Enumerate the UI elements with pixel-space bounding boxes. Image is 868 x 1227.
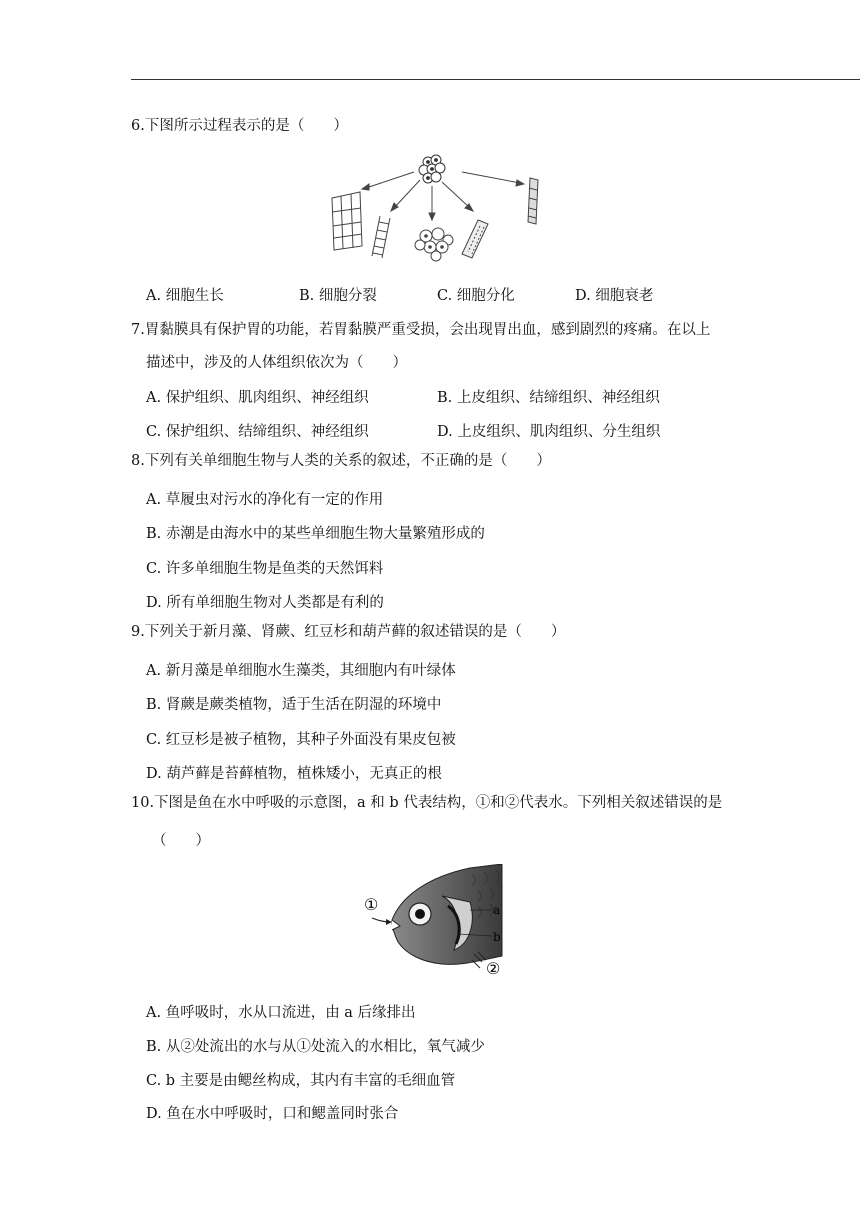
q8-option-b: B. 赤潮是由海水中的某些单细胞生物大量繁殖形成的 [146, 526, 485, 542]
label-in: ① [364, 895, 379, 914]
plant-tissue [332, 192, 362, 250]
arrows [362, 172, 524, 220]
label-out: ② [486, 959, 501, 978]
vessel-ladder [372, 216, 390, 258]
q9-option-c: C. 红豆杉是被子植物，其种子外面没有果皮包被 [146, 732, 456, 748]
nerve-cell-column [528, 178, 538, 224]
q7-stem-line2: 描述中，涉及的人体组织依次为（ ） [146, 355, 407, 371]
q10-stem-line2: （ ） [152, 833, 210, 849]
cell-cluster [419, 155, 445, 183]
round-cells [415, 228, 453, 261]
q9-option-a: A. 新月藻是单细胞水生藻类，其细胞内有叶绿体 [146, 663, 456, 679]
q10-stem-line1: 10.下图是鱼在水中呼吸的示意图，a 和 b 代表结构，①和②代表水。下列相关叙述错误的是 [131, 795, 723, 811]
q9-stem: 9.下列关于新月藻、肾蕨、红豆杉和葫芦藓的叙述错误的是（ ） [131, 624, 566, 640]
cell-differentiation-figure [322, 150, 552, 265]
q7-option-d: D. 上皮组织、肌肉组织、分生组织 [437, 424, 661, 440]
q9-option-b: B. 肾蕨是蕨类植物，适于生活在阴湿的环境中 [146, 697, 442, 713]
q8-stem: 8.下列有关单细胞生物与人类的关系的叙述，不正确的是（ ） [131, 453, 551, 469]
label-a: a [493, 903, 501, 917]
q10-option-c: C. b 主要是由鳃丝构成，其内有丰富的毛细血管 [146, 1073, 456, 1089]
label-b: b [493, 930, 501, 944]
q10-option-a: A. 鱼呼吸时，水从口流进，由 a 后缘排出 [146, 1005, 416, 1021]
q8-option-c: C. 许多单细胞生物是鱼类的天然饵料 [146, 561, 384, 577]
q7-option-a: A. 保护组织、肌肉组织、神经组织 [146, 390, 369, 406]
q10-option-b: B. 从②处流出的水与从①处流入的水相比，氧气减少 [146, 1039, 485, 1055]
q6-option-d: D. 细胞衰老 [575, 288, 654, 304]
q7-stem-line1: 7.胃黏膜具有保护胃的功能，若胃黏膜严重受损，会出现胃出血，感到剧烈的疼痛。在以上 [131, 322, 711, 338]
q6-option-b: B. 细胞分裂 [299, 288, 377, 304]
q8-option-a: A. 草履虫对污水的净化有一定的作用 [146, 492, 384, 508]
fish-respiration-figure [362, 864, 512, 980]
muscle-fiber [462, 220, 488, 258]
q10-option-d: D. 鱼在水中呼吸时，口和鳃盖同时张合 [146, 1106, 399, 1122]
q9-option-d: D. 葫芦藓是苔藓植物，植株矮小，无真正的根 [146, 766, 442, 782]
q6-option-a: A. 细胞生长 [146, 288, 224, 304]
q6-option-c: C. 细胞分化 [437, 288, 515, 304]
header-rule [131, 79, 860, 80]
q7-option-b: B. 上皮组织、结缔组织、神经组织 [437, 390, 660, 406]
q6-stem: 6.下图所示过程表示的是（ ） [131, 118, 348, 134]
q8-option-d: D. 所有单细胞生物对人类都是有利的 [146, 595, 384, 611]
q7-option-c: C. 保护组织、结缔组织、神经组织 [146, 424, 369, 440]
